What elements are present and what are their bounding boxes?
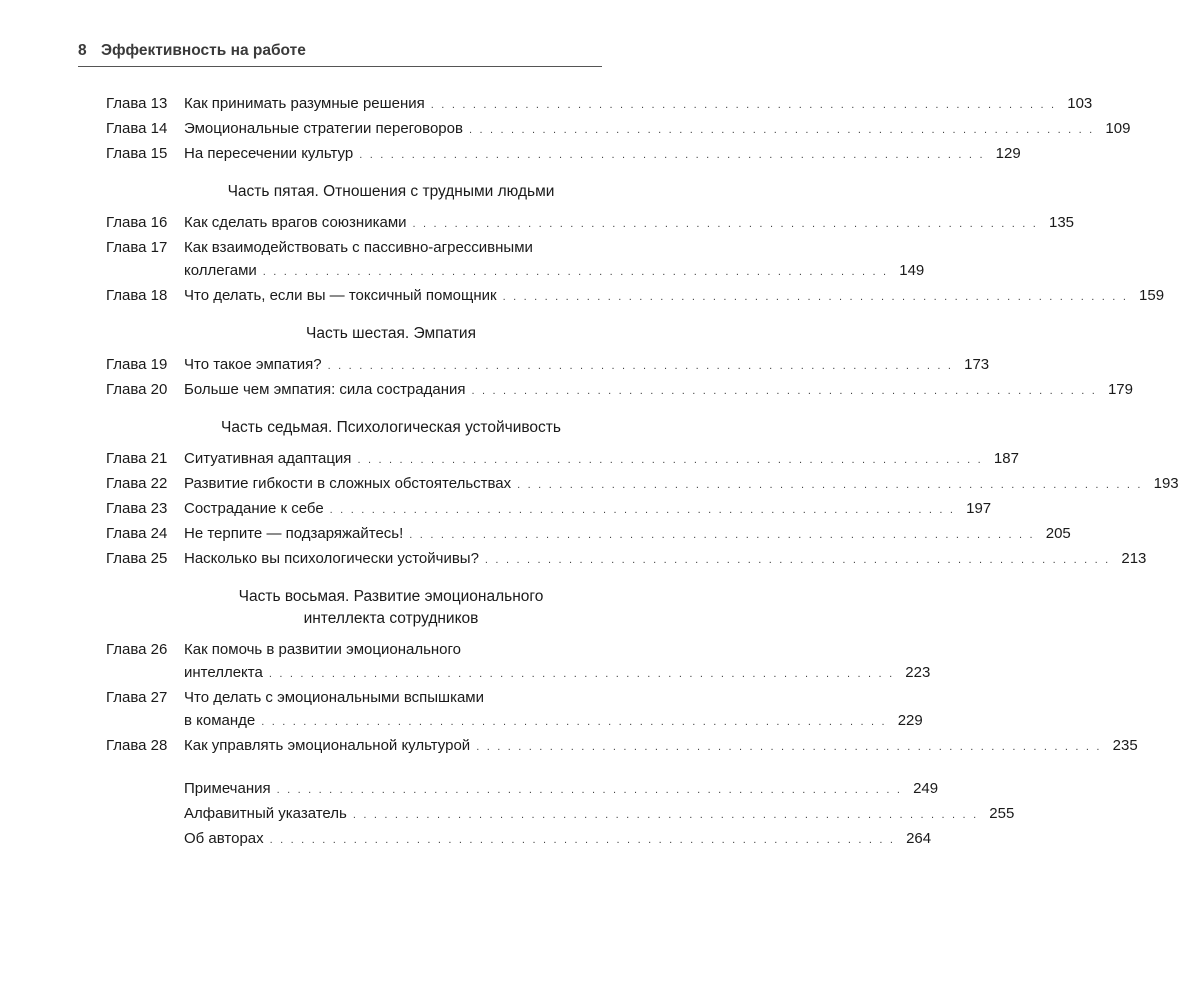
dot-leader: . . . . . . . . . . . . . . . . . . . . . . . . . . . . . . . . . . . . . . . . . . . . . . . . . . . . . . . . . . . . — [517, 479, 1143, 491]
dot-leader: . . . . . . . . . . . . . . . . . . . . . . . . . . . . . . . . . . . . . . . . . . . . . . . . . . . . . . . . . . . . — [276, 784, 903, 796]
chapter-number: Глава 19 — [106, 356, 168, 373]
page-ref: 213 — [1121, 550, 1147, 567]
entry-title: Об авторах — [184, 830, 264, 847]
entry-line — [184, 378, 1133, 403]
dot-leader: . . . . . . . . . . . . . . . . . . . . . . . . . . . . . . . . . . . . . . . . . . . . . . . . . . . . . . . . . . . . — [468, 124, 1095, 136]
dot-leader: . . . . . . . . . . . . . . . . . . . . . . . . . . . . . . . . . . . . . . . . . . . . . . . . . . . . . . . . . . . . — [327, 360, 954, 372]
entry-line — [184, 547, 1146, 572]
part-heading-line: Часть восьмая. Развитие эмоционального — [238, 588, 544, 605]
entry-line — [184, 522, 1071, 547]
entry-title: На пересечении культур — [184, 145, 354, 162]
page-ref: 235 — [1112, 737, 1138, 754]
entry-title: Сострадание к себе — [184, 500, 324, 517]
chapter-number: Глава 24 — [106, 525, 168, 542]
chapter-number: Глава 20 — [106, 381, 168, 398]
entry-title: Эмоциональные стратегии переговоров — [184, 120, 463, 137]
back-matter-entry — [106, 777, 939, 802]
dot-leader: . . . . . . . . . . . . . . . . . . . . . . . . . . . . . . . . . . . . . . . . . . . . . . . . . . . . . . . . . . . . — [471, 385, 1097, 397]
part-heading-line: интеллекта сотрудников — [303, 610, 479, 627]
entry-title: Как помочь в развитии эмоционального — [184, 641, 461, 658]
page-ref: 179 — [1107, 381, 1133, 398]
entry-line — [184, 472, 1179, 497]
entry-line — [184, 211, 1074, 236]
chapter-number: Глава 21 — [106, 450, 168, 467]
chapter-number: Глава 18 — [106, 287, 168, 304]
page-ref: 229 — [897, 712, 923, 729]
toc-entry — [106, 472, 1179, 497]
entry-line — [184, 259, 924, 284]
chapter-entry — [184, 236, 924, 284]
page-ref: 197 — [966, 500, 992, 517]
entry-line — [184, 236, 924, 259]
back-matter-item — [184, 827, 931, 852]
dot-leader: . . . . . . . . . . . . . . . . . . . . . . . . . . . . . . . . . . . . . . . . . . . . . . . . . . . . . . . . . . . . — [262, 266, 889, 278]
entry-line — [184, 142, 1021, 167]
toc-entry — [106, 734, 1138, 759]
entry-title: Ситуативная адаптация — [184, 450, 352, 467]
page-ref: 187 — [993, 450, 1019, 467]
chapter-entry — [184, 734, 1138, 759]
chapter-entry — [184, 211, 1074, 236]
dot-leader: . . . . . . . . . . . . . . . . . . . . . . . . . . . . . . . . . . . . . . . . . . . . . . . . . . . . . . . . . . . . — [476, 741, 1102, 753]
page-ref: 109 — [1105, 120, 1131, 137]
dot-leader: . . . . . . . . . . . . . . . . . . . . . . . . . . . . . . . . . . . . . . . . . . . . . . . . . . . . . . . . . . . . — [359, 149, 985, 161]
chapter-number: Глава 23 — [106, 500, 168, 517]
entry-title: Насколько вы психологически устойчивы? — [184, 550, 479, 567]
page-number: 8 — [78, 42, 87, 59]
dot-leader: . . . . . . . . . . . . . . . . . . . . . . . . . . . . . . . . . . . . . . . . . . . . . . . . . . . . . . . . . . . . — [329, 504, 956, 516]
entry-line — [184, 353, 989, 378]
part-heading — [180, 323, 602, 345]
dot-leader: . . . . . . . . . . . . . . . . . . . . . . . . . . . . . . . . . . . . . . . . . . . . . . . . . . . . . . . . . . . . — [430, 99, 1057, 111]
entry-title: Как принимать разумные решения — [184, 95, 425, 112]
chapter-number: Глава 17 — [106, 239, 168, 256]
dot-leader: . . . . . . . . . . . . . . . . . . . . . . . . . . . . . . . . . . . . . . . . . . . . . . . . . . . . . . . . . . . . — [484, 554, 1111, 566]
entry-line — [184, 92, 1092, 117]
entry-line — [184, 497, 991, 522]
chapter-number: Глава 27 — [106, 689, 168, 706]
running-title: Эффективность на работе — [100, 42, 306, 59]
chapter-entry — [184, 447, 1019, 472]
dot-leader: . . . . . . . . . . . . . . . . . . . . . . . . . . . . . . . . . . . . . . . . . . . . . . . . . . . . . . . . . . . . — [412, 218, 1039, 230]
entry-title: Примечания — [184, 780, 271, 797]
toc-entry — [106, 638, 931, 686]
entry-line — [184, 447, 1019, 472]
table-of-contents — [106, 92, 1179, 852]
toc-entry — [106, 686, 923, 734]
page-ref: 223 — [905, 664, 931, 681]
page-ref: 255 — [989, 805, 1015, 822]
toc-entry — [106, 236, 925, 284]
dot-leader: . . . . . . . . . . . . . . . . . . . . . . . . . . . . . . . . . . . . . . . . . . . . . . . . . . . . . . . . . . . . — [261, 716, 887, 728]
page-ref: 193 — [1153, 475, 1179, 492]
chapter-entry — [184, 638, 930, 686]
entry-title: Что делать, если вы — токсичный помощник — [184, 287, 497, 304]
part-heading — [180, 181, 602, 203]
chapter-entry — [184, 547, 1146, 572]
entry-line — [184, 777, 938, 802]
entry-line — [184, 661, 930, 686]
page-ref: 173 — [964, 356, 990, 373]
section-gap — [106, 759, 602, 777]
entry-title: интеллекта — [184, 664, 263, 681]
entry-line — [184, 284, 1164, 309]
toc-entry — [106, 522, 1071, 547]
page-ref: 103 — [1067, 95, 1093, 112]
chapter-number: Глава 16 — [106, 214, 168, 231]
chapter-entry — [184, 686, 923, 734]
chapter-entry — [184, 522, 1071, 547]
back-matter-entry — [106, 827, 932, 852]
entry-title: Как сделать врагов союзниками — [184, 214, 407, 231]
toc-entry — [106, 211, 1075, 236]
chapter-entry — [184, 92, 1092, 117]
chapter-entry — [184, 472, 1179, 497]
chapter-entry — [184, 284, 1164, 309]
back-matter-item — [184, 777, 938, 802]
entry-line — [184, 709, 923, 734]
chapter-spacer — [106, 827, 184, 852]
toc-entry — [106, 142, 1021, 167]
chapter-number: Глава 14 — [106, 120, 168, 137]
entry-title: Как взаимодействовать с пассивно-агрессивными — [184, 239, 533, 256]
chapter-entry — [184, 378, 1133, 403]
toc-entry — [106, 353, 990, 378]
toc-entry — [106, 284, 1165, 309]
chapter-entry — [184, 497, 991, 522]
entry-line — [184, 117, 1130, 142]
entry-title: в команде — [184, 712, 256, 729]
entry-title: коллегами — [184, 262, 257, 279]
entry-title: Алфавитный указатель — [184, 805, 347, 822]
toc-entry — [106, 378, 1133, 403]
entry-title: Не терпите — подзаряжайтесь! — [184, 525, 404, 542]
page-ref: 264 — [906, 830, 932, 847]
page-ref: 205 — [1045, 525, 1071, 542]
chapter-entry — [184, 142, 1021, 167]
back-matter-item — [184, 802, 1014, 827]
part-heading — [180, 586, 602, 630]
dot-leader: . . . . . . . . . . . . . . . . . . . . . . . . . . . . . . . . . . . . . . . . . . . . . . . . . . . . . . . . . . . . — [269, 834, 896, 846]
part-heading-line: Часть шестая. Эмпатия — [306, 325, 476, 342]
toc-entry — [106, 117, 1131, 142]
toc-entry — [106, 92, 1093, 117]
chapter-number: Глава 22 — [106, 475, 168, 492]
back-matter-entry — [106, 802, 1015, 827]
chapter-number: Глава 15 — [106, 145, 168, 162]
toc-entry — [106, 547, 1147, 572]
page-ref: 159 — [1139, 287, 1165, 304]
dot-leader: . . . . . . . . . . . . . . . . . . . . . . . . . . . . . . . . . . . . . . . . . . . . . . . . . . . . . . . . . . . . — [357, 454, 983, 466]
page-ref: 129 — [995, 145, 1021, 162]
entry-line — [184, 638, 930, 661]
chapter-number: Глава 26 — [106, 641, 168, 658]
entry-title: Больше чем эмпатия: сила сострадания — [184, 381, 466, 398]
part-heading — [180, 417, 602, 439]
chapter-entry — [184, 117, 1130, 142]
part-heading-line: Часть пятая. Отношения с трудными людьми — [227, 183, 555, 200]
entry-line — [184, 802, 1014, 827]
chapter-spacer — [106, 802, 184, 827]
chapter-number: Глава 28 — [106, 737, 168, 754]
chapter-number: Глава 25 — [106, 550, 168, 567]
chapter-spacer — [106, 777, 184, 802]
toc-entry — [106, 497, 992, 522]
dot-leader: . . . . . . . . . . . . . . . . . . . . . . . . . . . . . . . . . . . . . . . . . . . . . . . . . . . . . . . . . . . . — [502, 291, 1129, 303]
entry-title: Как управлять эмоциональной культурой — [184, 737, 471, 754]
chapter-number: Глава 13 — [106, 95, 168, 112]
dot-leader: . . . . . . . . . . . . . . . . . . . . . . . . . . . . . . . . . . . . . . . . . . . . . . . . . . . . . . . . . . . . — [352, 809, 979, 821]
entry-line — [184, 734, 1138, 759]
part-heading-line: Часть седьмая. Психологическая устойчивость — [221, 419, 561, 436]
toc-entry — [106, 447, 1019, 472]
entry-line — [184, 686, 923, 709]
page-ref: 135 — [1048, 214, 1075, 231]
chapter-entry — [184, 353, 989, 378]
running-header — [78, 42, 602, 67]
dot-leader: . . . . . . . . . . . . . . . . . . . . . . . . . . . . . . . . . . . . . . . . . . . . . . . . . . . . . . . . . . . . — [268, 668, 895, 680]
entry-title: Развитие гибкости в сложных обстоятельствах — [184, 475, 512, 492]
dot-leader: . . . . . . . . . . . . . . . . . . . . . . . . . . . . . . . . . . . . . . . . . . . . . . . . . . . . . . . . . . . . — [409, 529, 1035, 541]
entry-title: Что делать с эмоциональными вспышками — [184, 689, 484, 706]
page-ref: 149 — [899, 262, 925, 279]
page-ref: 249 — [913, 780, 939, 797]
entry-line — [184, 827, 931, 852]
entry-title: Что такое эмпатия? — [184, 356, 322, 373]
